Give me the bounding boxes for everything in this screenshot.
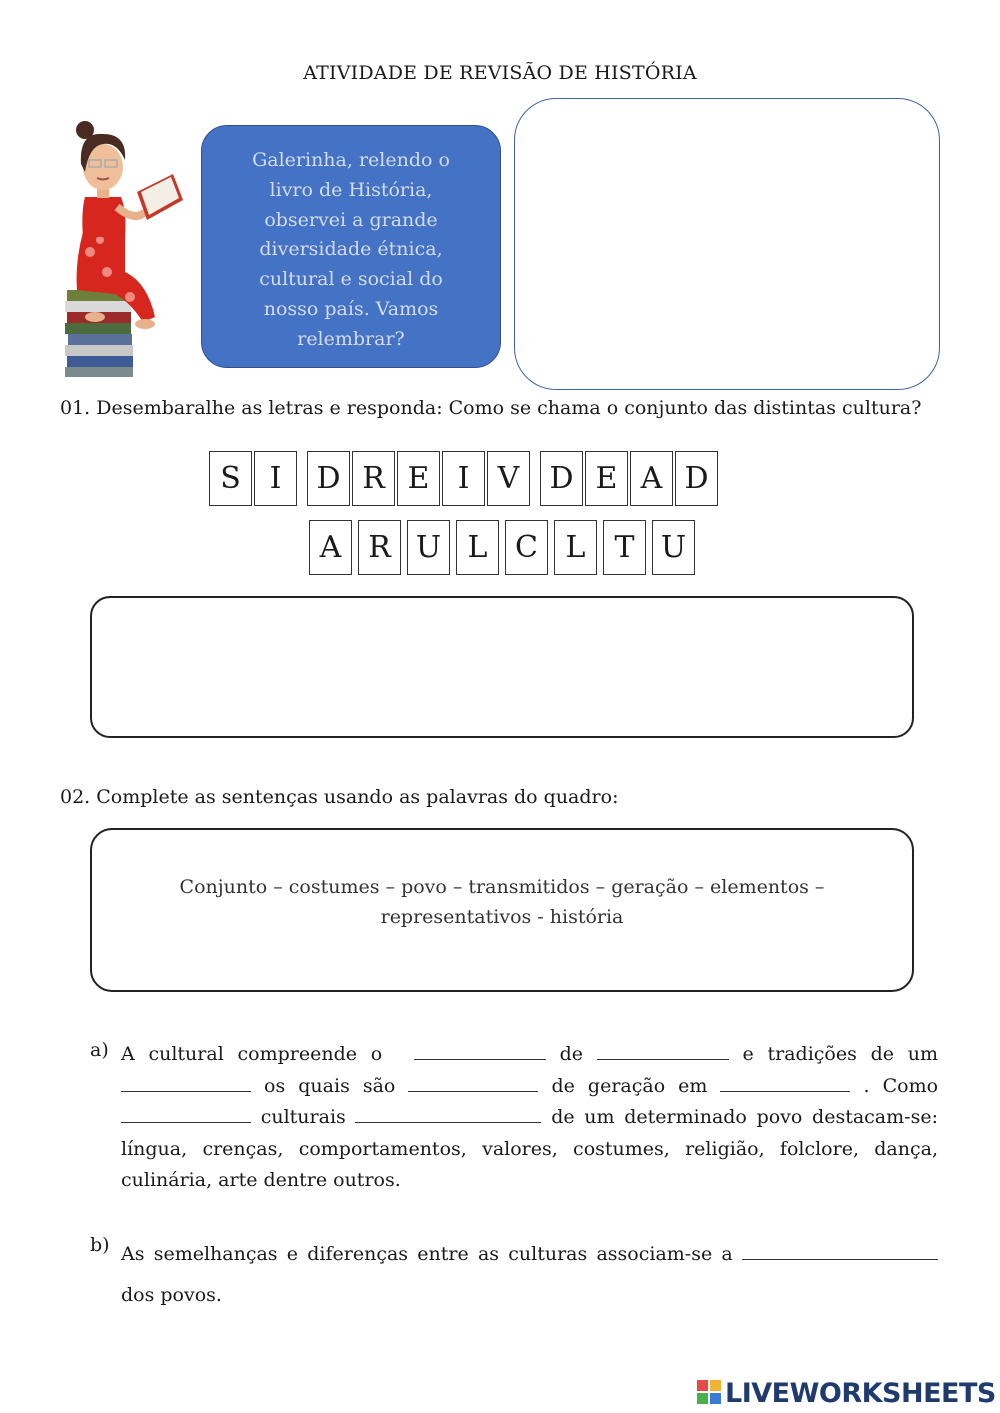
drawing-box[interactable] bbox=[514, 98, 940, 390]
letter-tile: E bbox=[397, 451, 440, 506]
letter-tile: D bbox=[675, 451, 718, 506]
question-2: 02. Complete as sentenças usando as palavras do quadro: bbox=[60, 786, 619, 808]
letter-tile: U bbox=[652, 520, 695, 575]
letter-tile: D bbox=[540, 451, 583, 506]
letter-tile: I bbox=[254, 451, 297, 506]
liveworksheets-logo bbox=[697, 1376, 996, 1410]
item-b-text: dos povos. bbox=[121, 1284, 222, 1306]
blank-field[interactable] bbox=[414, 1041, 546, 1060]
letters-row-2 bbox=[309, 520, 695, 575]
answer-box[interactable] bbox=[90, 596, 914, 738]
item-a-text: os quais são bbox=[264, 1074, 396, 1097]
logo-text: LIVEWORKSHEETS bbox=[725, 1377, 996, 1409]
page-title: ATIVIDADE DE REVISÃO DE HISTÓRIA bbox=[303, 62, 697, 84]
item-a-text: de geração em bbox=[551, 1074, 708, 1097]
letter-tile: R bbox=[358, 520, 401, 575]
letter-tile: S bbox=[209, 451, 252, 506]
question-1: 01. Desembaralhe as letras e responda: Como se chama o conjunto das distintas cultura? bbox=[60, 397, 922, 419]
letter-tile: R bbox=[352, 451, 395, 506]
letter-tile: E bbox=[585, 451, 628, 506]
blank-field[interactable] bbox=[121, 1073, 251, 1092]
item-a-text: de bbox=[559, 1043, 584, 1065]
letter-tile: C bbox=[505, 520, 548, 575]
letter-tile: D bbox=[307, 451, 350, 506]
item-b-label: b) bbox=[90, 1234, 110, 1256]
letter-tile: A bbox=[309, 520, 352, 575]
speech-bubble: Galerinha, relendo o livro de História, observei a grande diversidade étnica, cultural e social do nosso país. Vamos relembrar? bbox=[201, 125, 501, 368]
item-a-text: . Como bbox=[863, 1074, 939, 1097]
letter-tile: V bbox=[487, 451, 530, 506]
blank-field[interactable] bbox=[597, 1041, 729, 1060]
item-a-text: culturais bbox=[260, 1106, 346, 1128]
item-b-text: As semelhanças e diferenças entre as culturas associam-se a bbox=[121, 1243, 733, 1265]
blank-field[interactable] bbox=[355, 1104, 541, 1123]
letter-tile: L bbox=[554, 520, 597, 575]
book-stack-icon bbox=[65, 290, 133, 377]
item-b bbox=[90, 1234, 938, 1316]
item-a-text: e tradições de um bbox=[742, 1043, 938, 1065]
item-a-text: A cultural compreende o bbox=[121, 1043, 383, 1065]
teacher-reading-illustration bbox=[55, 112, 200, 382]
letter-tile: U bbox=[407, 520, 450, 575]
blank-field[interactable] bbox=[408, 1073, 538, 1092]
letter-tile: A bbox=[630, 451, 673, 506]
letter-tile: T bbox=[603, 520, 646, 575]
letter-tile: L bbox=[456, 520, 499, 575]
item-a bbox=[90, 1039, 938, 1197]
letters-row-1 bbox=[209, 451, 718, 506]
blank-field[interactable] bbox=[121, 1104, 251, 1123]
item-a-text: de um determinado povo destacam-se: língua, crenças, comportamentos, valores, costumes, religião, folclore, dança, culinária, arte dentre outros. bbox=[121, 1106, 938, 1191]
logo-mark-icon bbox=[697, 1380, 723, 1406]
letter-tile: I bbox=[442, 451, 485, 506]
word-bank: Conjunto – costumes – povo – transmitidos – geração – elementos – representativos - história bbox=[90, 828, 914, 992]
item-a-label: a) bbox=[90, 1039, 109, 1061]
blank-field[interactable] bbox=[720, 1073, 850, 1092]
blank-field[interactable] bbox=[742, 1241, 938, 1260]
